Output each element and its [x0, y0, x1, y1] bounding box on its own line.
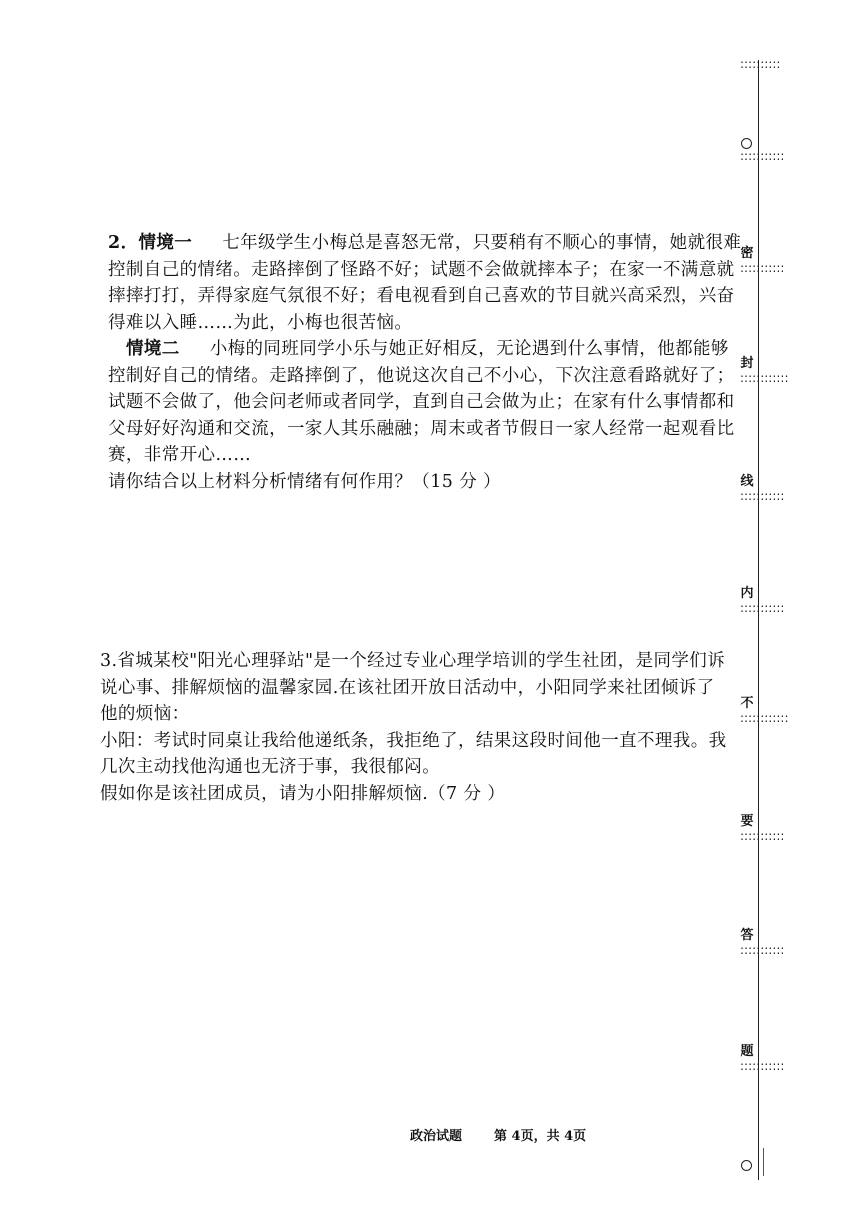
q3-line-3: 他的烦恼： [100, 704, 190, 724]
binding-char-yao: 要 [740, 814, 754, 829]
binding-char-bu: 不 [740, 696, 754, 711]
scenario-2-label: 情境二 [126, 339, 180, 359]
footer-page-number: 第 4页，共 4页 [494, 1129, 587, 1144]
binding-line [730, 57, 789, 1188]
q2-line-5-text: 小梅的同班同学小乐与她正好相反，无论遇到什么事情，他都能够 [209, 339, 729, 359]
q2-line-1 [108, 230, 742, 257]
q2-line-5 [108, 336, 729, 363]
binding-dots: ::::::::::: [740, 829, 785, 843]
scenario-1-label: 情境一 [138, 233, 193, 253]
binding-char-ti: 题 [740, 1044, 754, 1059]
binding-char-mi: 密 [740, 246, 754, 261]
q2-line-4: 得难以入睡……为此，小梅也很苦恼。 [108, 312, 413, 333]
q3-line-5: 几次主动找他沟通也无济于事，我很郁闷。 [100, 757, 441, 777]
binding-dots: ::::::::::: [740, 489, 785, 503]
q2-line-1-text: 七年级学生小梅总是喜怒无常，只要稍有不顺心的事情，她就很难 [222, 233, 742, 253]
q3-line-2: 说心事、排解烦恼的温馨家园.在该社团开放日活动中，小阳同学来社团倾诉了 [100, 677, 715, 698]
binding-circle-top-icon [741, 138, 752, 149]
binding-char-nei: 内 [740, 586, 754, 601]
binding-dots: ::::::::::: [740, 261, 785, 275]
binding-rule-inner [763, 1148, 764, 1176]
page-footer [410, 1125, 586, 1144]
binding-char-feng: 封 [740, 356, 754, 371]
question-2 [108, 230, 742, 495]
binding-dots: :::::::::::: [740, 711, 789, 725]
q2-line-9: 赛，非常开心…… [108, 445, 252, 465]
q2-line-8: 父母好好沟通和交流，一家人其乐融融；周末或者节假日一家人经常一起观看比 [108, 418, 735, 439]
q2-number: 2． [108, 233, 139, 253]
q2-line-2: 控制自己的情绪。走路摔倒了怪路不好；试题不会做就摔本子；在家一不满意就 [108, 259, 735, 280]
binding-rule [758, 60, 759, 1180]
binding-dots: :::::::::: [740, 57, 781, 71]
q2-line-7: 试题不会做了，他会问老师或者同学，直到自己会做为止；在家有什么事情都和 [108, 392, 735, 412]
binding-dots: :::::::::::: [740, 371, 789, 385]
q2-line-6: 控制好自己的情绪。走路摔倒了，他说这次自己不小心，下次注意看路就好了； [108, 365, 735, 386]
footer-subject: 政治试题 [410, 1129, 463, 1144]
question-3 [100, 648, 732, 807]
q3-line-1: 3.省城某校"阳光心理驿站"是一个经过专业心理学培训的学生社团，是同学们诉 [100, 651, 726, 671]
binding-dots: ::::::::::: [740, 149, 785, 163]
binding-circle-bottom-icon [741, 1160, 752, 1171]
q3-prompt: 假如你是该社团成员，请为小阳排解烦恼.（7 分 ） [100, 783, 506, 804]
q2-prompt: 请你结合以上材料分析情绪有何作用？（15 分 ） [108, 471, 501, 492]
binding-dots: ::::::::::: [740, 601, 785, 615]
q2-line-3: 摔摔打打，弄得家庭气氛很不好；看电视看到自己喜欢的节目就兴高采烈，兴奋 [108, 286, 735, 306]
binding-char-da: 答 [740, 928, 754, 943]
binding-char-xian: 线 [740, 474, 754, 489]
binding-dots: ::::::::::: [740, 1059, 785, 1073]
q3-line-4: 小阳：考试时同桌让我给他递纸条，我拒绝了，结果这段时间他一直不理我。我 [100, 730, 727, 751]
binding-dots: ::::::::::: [740, 943, 785, 957]
